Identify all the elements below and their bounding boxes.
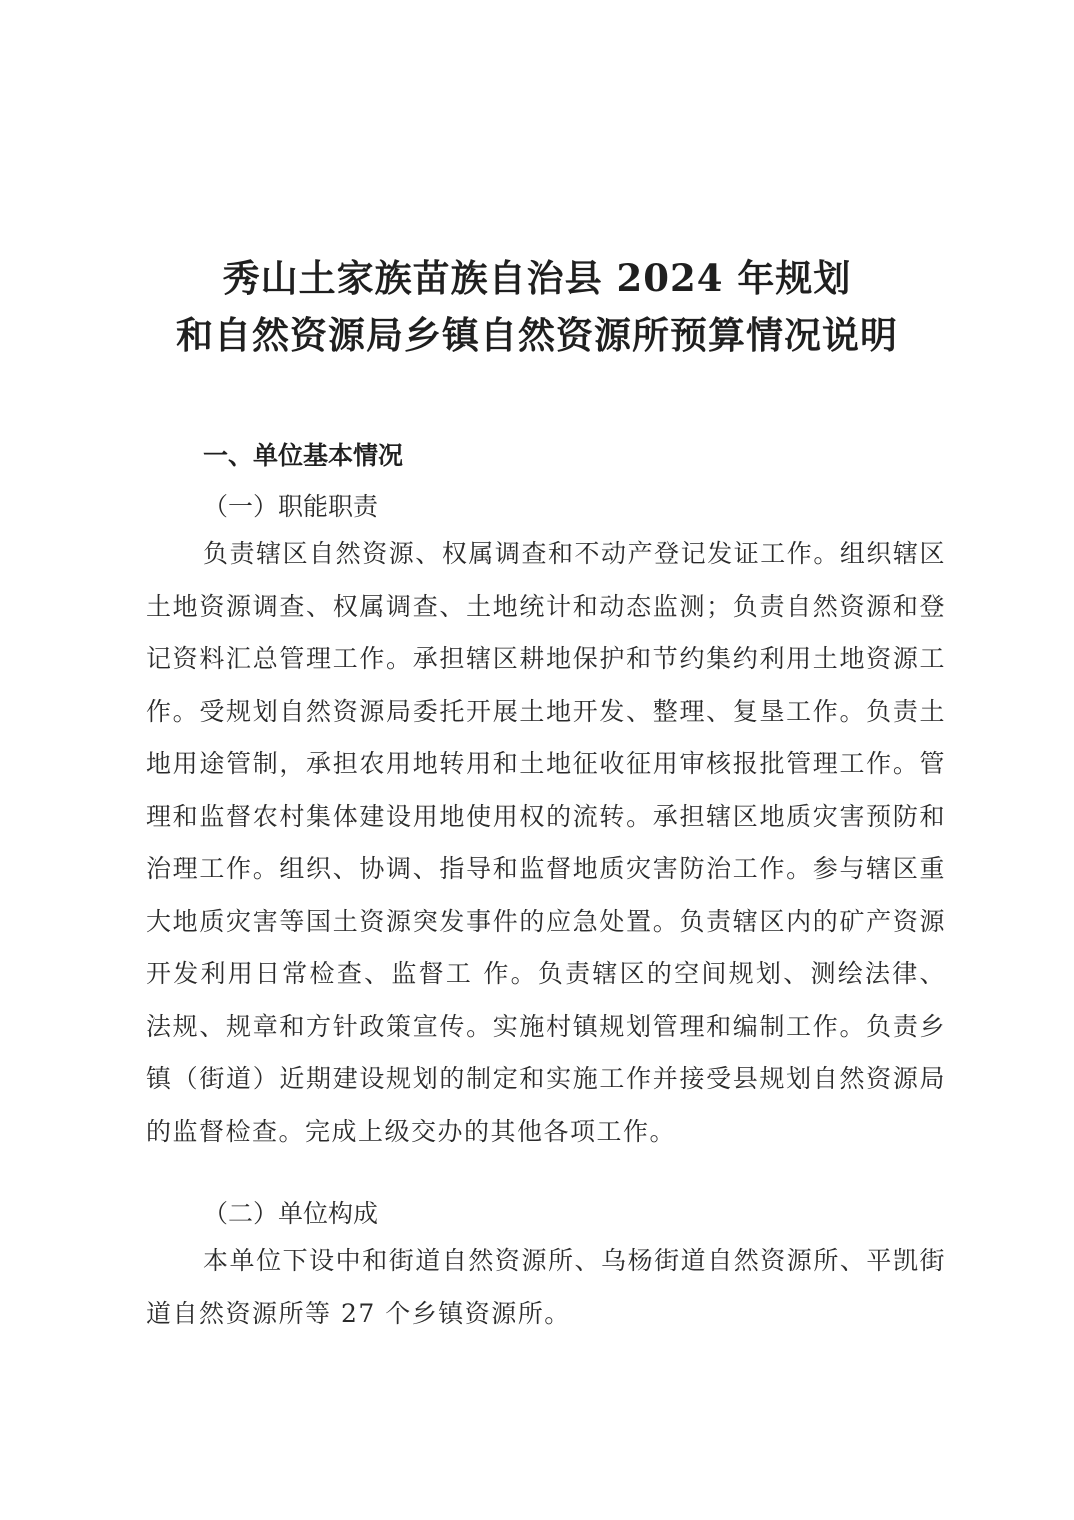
subsection-heading-composition: （二）单位构成: [203, 1199, 379, 1228]
functions-paragraph: 负责辖区自然资源、权属调查和不动产登记发证工作。组织辖区土地资源调查、权属调查、土地统计和动态监测；负责自然资源和登记资料汇总管理工作。承担辖区耕地保护和节约集约利用土地资源工作。受规划自然资源局委托开展土地开发、整理、复垦工作。负责土地用途管制，承担农用地转用和土地征收征用审核报批管理工作。管理和监督农村集体建设用地使用权的流转。承担辖区地质灾害预防和治理工作。组织、协调、指导和监督地质灾害防治工作。参与辖区重大地质灾害等国土资源突发事件的应急处置。负责辖区内的矿产资源开发利用日常检查、监督工 作。负责辖区的空间规划、测绘法律、法规、规章和方针政策宣传。实施村镇规划管理和编制工作。负责乡镇（街道）近期建设规划的制定和实施工作并接受县规划自然资源局的监督检查。完成上级交办的其他各项工作。: [146, 539, 946, 1146]
document-title-line-2: 和自然资源局乡镇自然资源所预算情况说明: [176, 313, 898, 357]
section-heading-basic-info: 一、单位基本情况: [203, 441, 404, 470]
subsection-heading-functions: （一）职能职责: [203, 492, 379, 521]
document-title-line-1: 秀山土家族苗族自治县 2024 年规划: [222, 256, 852, 300]
composition-paragraph: 本单位下设中和街道自然资源所、乌杨街道自然资源所、平凯街道自然资源所等 27 个乡镇资源所。: [146, 1246, 946, 1328]
